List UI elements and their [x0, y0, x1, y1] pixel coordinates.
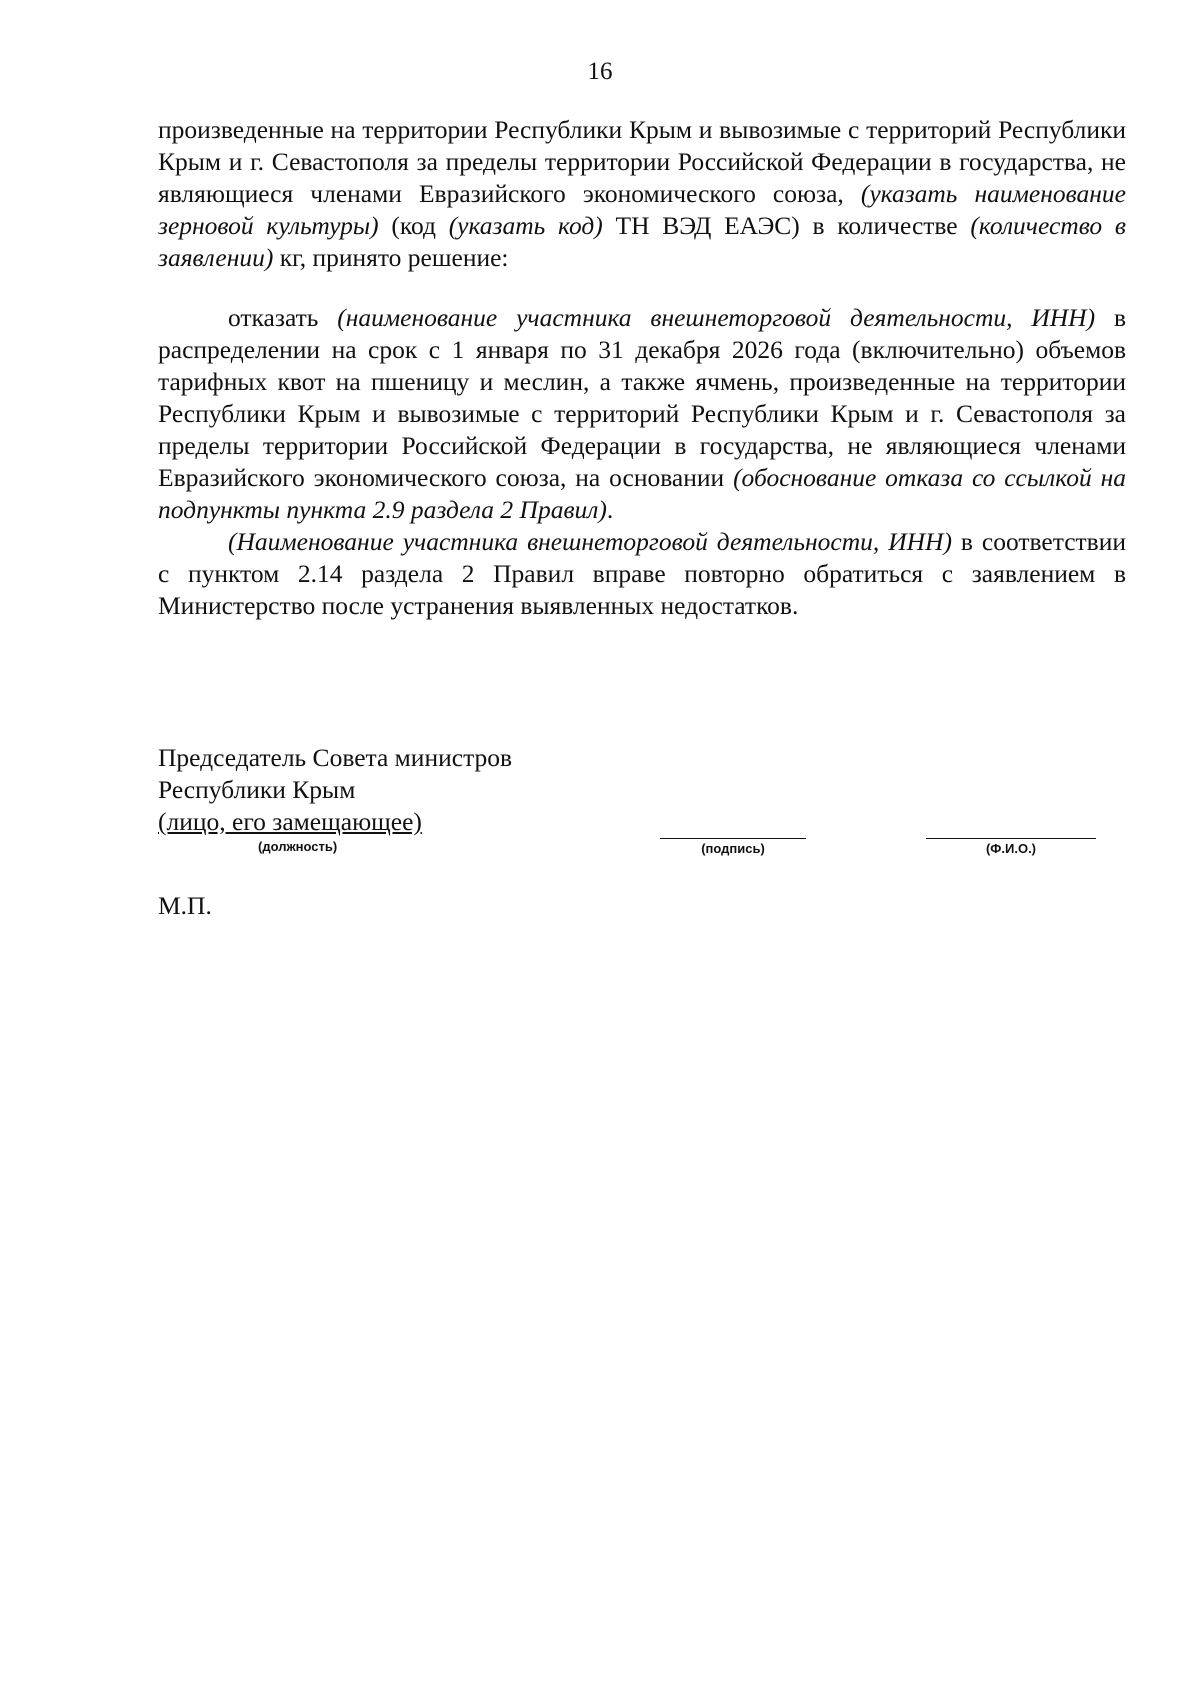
caption-signature: (подпись): [701, 841, 765, 856]
caption-position: (должность): [258, 839, 338, 854]
placeholder-quantity: (количество в заявлении): [158, 211, 1126, 272]
placeholder-crop-name: (указать наименование зерновой культуры): [158, 179, 1126, 240]
placeholder-participant: (наименование участника внешнеторговой деятельности, ИНН): [337, 303, 1096, 332]
paragraph-reapply: [158, 526, 1126, 622]
signatory-title-line-1: Председатель Совета министров: [158, 743, 513, 772]
text-segment: (код: [378, 211, 449, 240]
text-segment: в распределении на срок с 1 января по 31 декабря 2026 года (включительно) объемов тарифных квот на пшеницу и меслин, а также ячмень, произведенные на территории Республики Крым и вывозимые с территорий Республики Крым и г. Севастополя за пределы территории Российской Федерации в государства, не являющиеся членами Евразийского экономического союза, на основании: [158, 303, 1126, 492]
signatory-title-line-2: Республики Крым: [158, 775, 356, 804]
fio-line: [926, 838, 1096, 839]
paragraph-decision-intro: [158, 114, 1126, 274]
stamp-label: М.П.: [158, 891, 212, 920]
paragraph-refusal: [158, 302, 1126, 526]
text-segment: .: [606, 495, 614, 524]
placeholder-participant: (Наименование участника внешнеторговой деятельности, ИНН): [228, 527, 952, 556]
text-segment: отказать: [228, 303, 338, 332]
text-segment: ТН ВЭД ЕАЭС) в количестве: [602, 211, 971, 240]
signature-block: [158, 742, 1126, 856]
placeholder-code: (указать код): [448, 211, 603, 240]
text-segment: кг, принято решение:: [273, 243, 509, 272]
signature-line: [660, 838, 806, 839]
page-number: 16: [587, 58, 613, 85]
text-segment: в соответствии с пунктом 2.14 раздела 2 Правил вправе повторно обратиться с заявлением в Министерство после устранения выявленных недостатков.: [158, 527, 1126, 620]
caption-fio: (Ф.И.О.): [985, 841, 1037, 856]
placeholder-refusal-reason: (обоснование отказа со ссылкой на подпункты пункта 2.9 раздела 2 Правил): [158, 463, 1126, 524]
document-body: [158, 114, 1126, 622]
text-segment: произведенные на территории Республики Крым и вывозимые с территорий Республики Крым и г. Севастополя за пределы территории Российской Федерации в государства, не являющиеся членами Евразийского экономического союза,: [158, 115, 1126, 208]
signatory-title-line-3: (лицо, его замещающее): [158, 807, 422, 836]
